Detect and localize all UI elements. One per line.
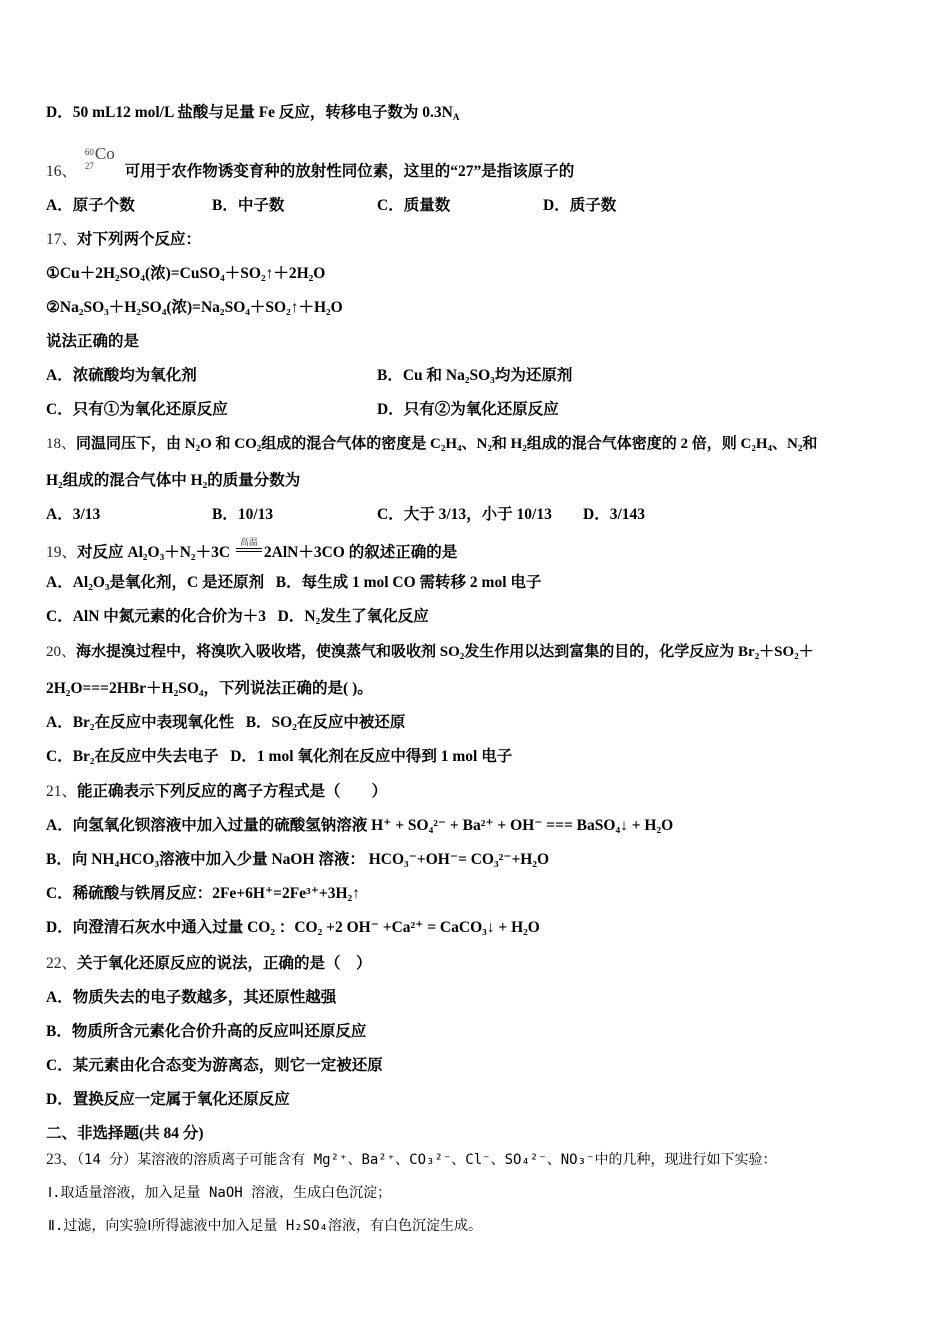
option-label: B． — [377, 367, 403, 384]
option-text: 质子数 — [569, 197, 617, 214]
question-number: 16、 — [46, 163, 78, 180]
question-text: 能正确表示下列反应的离子方程式是（ ） — [77, 783, 388, 800]
q23-step-1 — [48, 1183, 391, 1203]
q19-option-d — [278, 608, 429, 625]
q19-stem — [46, 539, 457, 563]
option-text: 物质所含元素化合价升高的反应叫还原反应 — [71, 1023, 367, 1040]
question-number: 19、 — [46, 544, 78, 561]
q17-option-d — [377, 400, 559, 420]
option-text: 物质失去的电子数越多，其还原性越强 — [72, 989, 337, 1006]
option-text: 中子数 — [237, 197, 285, 214]
section-heading: 二、非选择题(共 84 分) — [46, 1125, 204, 1142]
question-text: 可用于农作物诱变育种的放射性同位素，这里的“27”是指该原子的 — [124, 163, 575, 180]
option-label: D． — [377, 401, 404, 418]
option-label: A． — [46, 367, 73, 384]
question-number: 17、 — [46, 231, 78, 248]
q20-option-b — [246, 714, 406, 731]
option-text: 每生成 1 mol CO 需转移 2 mol 电子 — [301, 574, 542, 591]
question-text: 海水提溴过程中，将溴吹入吸收塔，使溴蒸气和吸收剂 SO₂发生作用以达到富集的目的，化学反应为 Br₂＋SO₂＋ — [76, 644, 814, 660]
q18-option-a — [46, 505, 100, 525]
option-label: B． — [212, 197, 238, 214]
option-text: 原子个数 — [72, 197, 135, 214]
step-text: Ⅰ.取适量溶液，加入足量 NaOH 溶液，生成白色沉淀； — [48, 1185, 392, 1201]
q16-stem — [46, 144, 575, 182]
question-text: （14 分）某溶液的溶质离子可能含有 Mg²⁺、Ba²⁺、CO₃²⁻、Cl⁻、SO₄²⁻、NO₃⁻中的几种，现进行如下实验： — [77, 1152, 777, 1168]
option-label: D． — [543, 197, 570, 214]
q23-step-2 — [48, 1216, 482, 1236]
question-number: 20、 — [46, 644, 77, 660]
question-text: 同温同压下，由 N₂O 和 CO₂组成的混合气体的密度是 C₂H₄、N₂和 H₂组成的混合气体密度的 2 倍，则 C₂H₄、N₂和 — [76, 436, 818, 452]
q21-option-c — [46, 884, 360, 904]
option-text: 向氢氧化钡溶液中加入过量的硫酸氢钠溶液 H⁺ + SO₄²⁻ + Ba²⁺ + OH⁻ === BaSO₄↓ + H₂O — [72, 817, 674, 834]
option-label: C． — [46, 1057, 73, 1074]
q20-stem-line1 — [46, 642, 814, 662]
q20-option-c — [46, 748, 219, 765]
option-text: 向 NH₄HCO₃溶液中加入少量 NaOH 溶液： HCO₃⁻+OH⁻= CO₃²⁻+H₂O — [71, 851, 550, 868]
q18-option-c — [377, 505, 552, 525]
option-label: C． — [377, 197, 404, 214]
q19-option-a — [46, 574, 264, 591]
q17-reaction-2: ②Na₂SO₃＋H₂SO₄(浓)=Na₂SO₄＋SO₂↑＋H₂O — [46, 299, 343, 316]
option-label: B． — [245, 714, 272, 731]
q18-stem-line1 — [46, 434, 817, 454]
q19-option-b — [276, 574, 542, 591]
q23-stem — [46, 1150, 776, 1170]
option-label: B． — [212, 506, 238, 523]
question-number: 18、 — [46, 436, 77, 452]
q22-stem — [46, 954, 372, 974]
option-text: 3/143 — [609, 506, 646, 523]
q18-option-b — [212, 505, 273, 525]
option-label: D． — [46, 104, 73, 121]
q15-option-d — [46, 103, 459, 123]
question-number: 21、 — [46, 783, 78, 800]
question-number: 23、 — [46, 1151, 78, 1168]
option-label: D． — [230, 748, 257, 765]
option-label: A． — [46, 506, 73, 523]
q17-stem — [46, 230, 201, 250]
option-text: 置换反应一定属于氧化还原反应 — [72, 1091, 290, 1108]
option-text: 10/13 — [237, 506, 274, 523]
option-label: C． — [46, 885, 73, 902]
question-number: 22、 — [46, 955, 78, 972]
option-text: Cu 和 Na₂SO₃均为还原剂 — [402, 367, 573, 384]
question-text: 对下列两个反应： — [77, 231, 202, 248]
element-symbol: Co — [94, 144, 115, 163]
option-text: 只有②为氧化还原反应 — [403, 401, 559, 418]
option-text: SO₂在反应中被还原 — [271, 714, 406, 731]
option-label: B． — [46, 851, 72, 868]
q19-options-row2 — [46, 607, 429, 627]
q17-reaction-1: ①Cu＋2H₂SO₄(浓)=CuSO₄＋SO₂↑＋2H₂O — [46, 265, 326, 282]
q20-option-d — [230, 748, 512, 765]
q17-option-c — [46, 400, 228, 420]
option-label: D． — [583, 506, 610, 523]
q17-option-b — [377, 366, 572, 386]
equals-line-bottom — [236, 551, 262, 552]
atomic-number: 27 — [84, 161, 94, 171]
q20-options-row2 — [46, 747, 512, 767]
option-label: B． — [46, 1023, 72, 1040]
option-text: AlN 中氮元素的化合价为＋3 — [72, 608, 267, 625]
q22-option-d — [46, 1090, 290, 1110]
q16-option-a — [46, 196, 135, 216]
option-label: C． — [377, 506, 404, 523]
option-label: C． — [46, 748, 73, 765]
option-label: A． — [46, 817, 73, 834]
option-text: 50 mL12 mol/L 盐酸与足量 Fe 反应，转移电子数为 0.3N — [72, 104, 453, 121]
q22-option-c — [46, 1056, 383, 1076]
q16-option-c — [377, 196, 450, 216]
option-text: 大于 3/13，小于 10/13 — [403, 506, 552, 523]
option-label: A． — [46, 989, 73, 1006]
option-label: B． — [275, 574, 302, 591]
q21-option-d — [46, 918, 540, 938]
q16-option-d — [543, 196, 616, 216]
option-label: A． — [46, 197, 73, 214]
step-text: Ⅱ.过滤，向实验Ⅰ所得滤液中加入足量 H₂SO₄溶液，有白色沉淀生成。 — [48, 1218, 483, 1234]
option-label: D． — [46, 1091, 73, 1108]
option-text: 只有①为氧化还原反应 — [72, 401, 228, 418]
option-label: D． — [46, 919, 73, 936]
option-text: 向澄清石灰水中通入过量 CO₂ ：CO₂ +2 OH⁻ +Ca²⁺ = CaCO₃↓ + H₂O — [72, 919, 540, 936]
option-text: 质量数 — [403, 197, 451, 214]
q18-option-d — [583, 505, 645, 525]
q20-options-row1 — [46, 713, 405, 733]
question-text-before: 对反应 Al₂O₃＋N₂＋3C — [77, 544, 231, 561]
q17-option-a — [46, 366, 197, 386]
q19-options-row1 — [46, 573, 541, 593]
q21-stem — [46, 782, 387, 802]
question-text: 关于氧化还原反应的说法，正确的是（ ） — [77, 955, 372, 972]
mass-number: 60 — [84, 147, 94, 157]
option-text: 1 mol 氧化剂在反应中得到 1 mol 电子 — [256, 748, 513, 765]
option-text: N₂发生了氧化反应 — [304, 608, 429, 625]
q20-option-a — [46, 714, 234, 731]
condition-label: 高温 — [239, 537, 258, 547]
option-label: C． — [46, 401, 73, 418]
option-text: 浓硫酸均为氧化剂 — [72, 367, 197, 384]
nuclide-co60 — [81, 144, 121, 178]
option-label: A． — [46, 714, 73, 731]
q22-option-a — [46, 988, 336, 1008]
equals-line-top — [236, 548, 262, 549]
option-label: C． — [46, 608, 73, 625]
q16-option-b — [212, 196, 284, 216]
q17-prompt: 说法正确的是 — [46, 333, 140, 350]
q19-option-c — [46, 608, 266, 625]
option-text: Br₂在反应中失去电子 — [72, 748, 219, 765]
option-label: D． — [277, 608, 305, 625]
option-label: A． — [46, 574, 73, 591]
option-text: Al₂O₃是氧化剂，C 是还原剂 — [72, 574, 265, 591]
q22-option-b — [46, 1022, 366, 1042]
option-text: 稀硫酸与铁屑反应：2Fe+6H⁺=2Fe³⁺+3H₂↑ — [72, 885, 360, 902]
option-text: Br₂在反应中表现氧化性 — [72, 714, 235, 731]
option-text: 某元素由化合态变为游离态，则它一定被还原 — [72, 1057, 383, 1074]
q21-option-b — [46, 850, 549, 870]
q20-stem-line2: 2H₂O===2HBr＋H₂SO₄，下列说法正确的是( )。 — [46, 680, 373, 697]
option-subscript: A — [452, 112, 460, 122]
q21-option-a — [46, 816, 673, 836]
question-text-after: 2AlN＋3CO 的叙述正确的是 — [263, 544, 458, 561]
q18-stem-line2: H₂组成的混合气体中 H₂的质量分数为 — [46, 472, 301, 489]
reaction-condition-arrow — [234, 539, 264, 557]
option-text: 3/13 — [72, 506, 101, 523]
